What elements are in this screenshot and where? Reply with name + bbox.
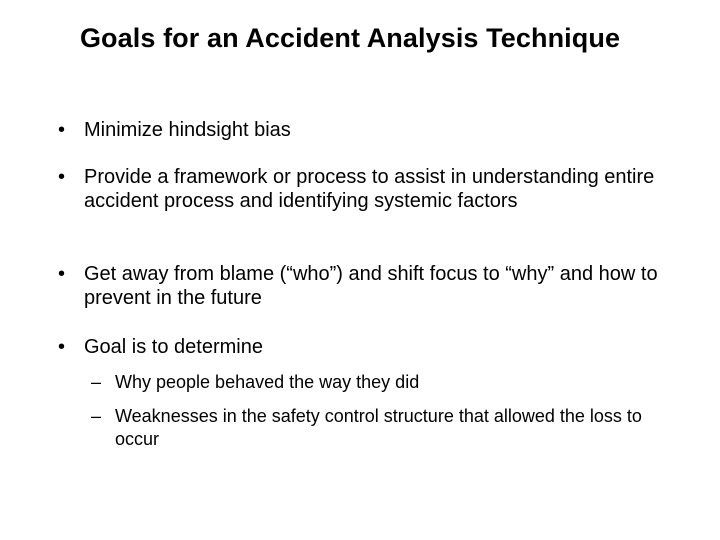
bullet-marker: • <box>58 263 66 285</box>
sub-bullet-item <box>91 371 691 394</box>
bullet-marker: • <box>58 166 66 188</box>
bullet-item <box>58 335 678 359</box>
bullet-item <box>58 165 678 213</box>
sub-bullet-marker: – <box>91 406 102 426</box>
sub-bullet-text: Why people behaved the way they did <box>115 372 420 392</box>
sub-bullet-item <box>91 405 691 451</box>
bullet-text: Get away from blame (“who”) and shift focus to “why” and how to prevent in the future <box>84 263 658 309</box>
bullet-marker: • <box>58 119 66 141</box>
sub-bullet-marker: – <box>91 372 102 392</box>
bullet-text: Provide a framework or process to assist in understanding entire accident process and identifying systemic factors <box>84 166 655 212</box>
bullet-text: Minimize hindsight bias <box>84 119 291 141</box>
bullet-text: Goal is to determine <box>84 336 263 358</box>
sub-bullet-text: Weaknesses in the safety control structure that allowed the loss to occur <box>115 406 642 449</box>
bullet-item <box>58 262 678 310</box>
slide-title: Goals for an Accident Analysis Technique <box>79 23 621 53</box>
bullet-marker: • <box>58 336 66 358</box>
bullet-item <box>58 118 678 142</box>
